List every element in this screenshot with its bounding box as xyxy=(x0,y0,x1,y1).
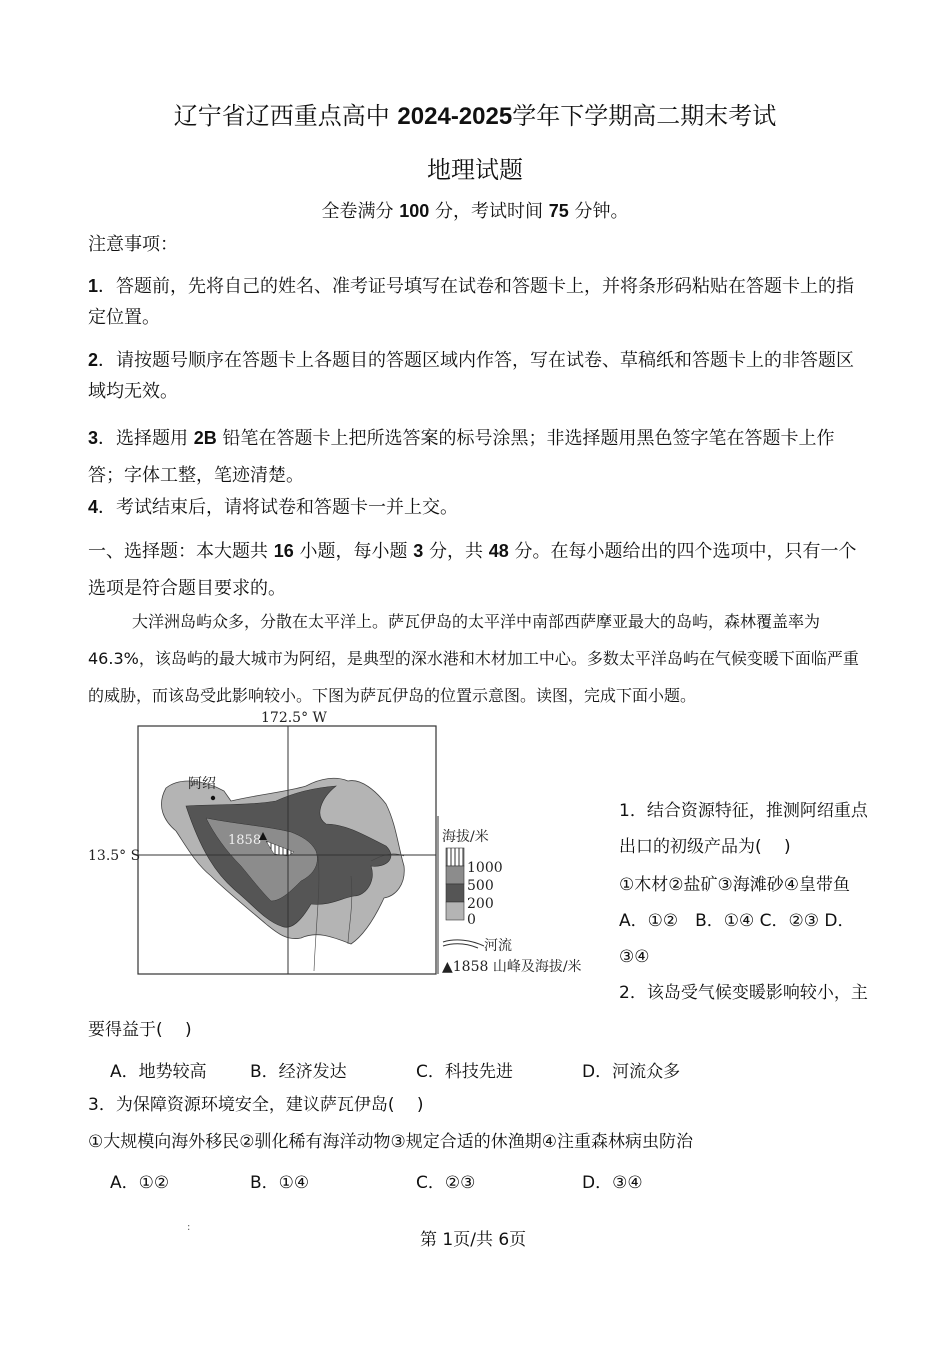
question-stem: 出口的初级产品为( ) xyxy=(619,837,791,857)
section-text: 小题，每小题 xyxy=(293,541,414,562)
notice-number: 1 xyxy=(88,276,99,296)
legend-river-label: 河流 xyxy=(484,938,512,954)
question-2-stem-line1: 2．该岛受气候变暖影响较小，主 xyxy=(619,983,868,1003)
title-year: 2024-2025 xyxy=(397,103,513,130)
legend-peak-label: ▲1858 山峰及海拔/米 xyxy=(442,959,582,975)
answer-option-d[interactable]: ③④ xyxy=(619,947,650,967)
section-text: 分。在每小题给出的四个选项中，只有一个选项是符合题目要求的。 xyxy=(88,541,857,599)
section-text: 分，共 xyxy=(423,541,489,562)
q3-option-b[interactable]: B．①④ xyxy=(250,1173,310,1193)
savaii-map xyxy=(86,706,616,981)
q3-option-a[interactable]: A．①② xyxy=(110,1173,170,1193)
peak-label: 1858 xyxy=(228,833,262,848)
title-school: 辽宁省辽西重点高中 xyxy=(173,102,398,130)
score-text: 分钟。 xyxy=(568,201,629,222)
notice-text: ．选择题用 xyxy=(98,428,194,449)
legend-swatch-0 xyxy=(446,902,464,920)
section-text: 一、选择题：本大题共 xyxy=(88,541,274,562)
city-label-asau: 阿绍 xyxy=(188,776,216,792)
legend-level: 0 xyxy=(467,912,476,928)
notice-item-4 xyxy=(88,492,868,523)
q2-option-d[interactable]: D．河流众多 xyxy=(582,1062,681,1082)
legend-title: 海拔/米 xyxy=(442,829,489,845)
question-count: 16 xyxy=(273,541,294,561)
question-3-choices: ①大规模向海外移民②驯化稀有海洋动物③规定合适的休渔期④注重森林病虫防治 xyxy=(88,1132,693,1152)
q2-option-c[interactable]: C．科技先进 xyxy=(416,1062,513,1082)
notice-item-3 xyxy=(88,420,868,494)
question-3-stem: 3．为保障资源环境安全，建议萨瓦伊岛( ) xyxy=(88,1095,424,1115)
legend-swatch-1000 xyxy=(446,848,464,866)
city-dot-icon xyxy=(211,796,215,800)
q3-option-c[interactable]: C．②③ xyxy=(416,1173,476,1193)
score-total: 100 xyxy=(399,201,430,221)
legend-level: 500 xyxy=(467,878,494,894)
notice-text: ．答题前，先将自己的姓名、准考证号填写在试卷和答题卡上，并将条形码粘贴在答题卡上的指定位置。 xyxy=(88,276,855,328)
exam-title xyxy=(0,96,950,131)
legend-level: 200 xyxy=(467,896,494,912)
savaii-map-figure xyxy=(86,706,616,981)
answer-options[interactable]: A．①② B．①④ C．②③ D． xyxy=(619,911,855,931)
pencil-type: 2B xyxy=(193,428,217,448)
score-info xyxy=(0,197,950,223)
title-term: 学年下学期高二期末考试 xyxy=(512,102,777,130)
latitude-label: 13.5° S xyxy=(88,848,141,864)
q3-option-d[interactable]: D．③④ xyxy=(582,1173,643,1193)
question-1 xyxy=(619,793,869,975)
notice-heading: 注意事项： xyxy=(88,234,178,255)
points-total: 48 xyxy=(488,541,509,561)
notice-text: ．考试结束后，请将试卷和答题卡一并上交。 xyxy=(98,497,459,518)
exam-subject: 地理试题 xyxy=(427,156,523,184)
question-stem: 1．结合资源特征，推测阿绍重点 xyxy=(619,801,868,821)
notice-number: 3 xyxy=(88,428,99,448)
notice-number: 2 xyxy=(88,350,99,370)
notice-text: 铅笔在答题卡上把所选答案的标号涂黑；非选择题用黑色签字笔在答题卡上作答；字体工整，笔迹清楚。 xyxy=(88,428,835,486)
section-heading xyxy=(88,533,868,607)
legend-level: 1000 xyxy=(467,860,503,876)
notice-item-2 xyxy=(88,345,868,407)
notice-item-1 xyxy=(88,271,868,333)
legend-swatch-200 xyxy=(446,884,464,902)
longitude-label: 172.5° W xyxy=(261,710,327,726)
q2-option-a[interactable]: A．地势较高 xyxy=(110,1062,207,1082)
score-text: 全卷满分 xyxy=(321,201,400,222)
page-number: 第 1页/共 6页 xyxy=(420,1230,527,1250)
footer-marker: : xyxy=(187,1222,191,1233)
notice-number: 4 xyxy=(88,497,99,517)
score-text: 分，考试时间 xyxy=(429,201,549,222)
river-legend-icon xyxy=(443,940,484,946)
legend-swatch-500 xyxy=(446,866,464,884)
reading-passage: 大洋洲岛屿众多，分散在太平洋上。萨瓦伊岛的太平洋中南部西萨摩亚最大的岛屿，森林覆盖率为46.3%，该岛屿的最大城市为阿绍，是典型的深水港和木材加工中心。多数太平洋岛屿在气候变暖下面临严重的威胁，而该岛受此影响较小。下图为萨瓦伊岛的位置示意图。读图，完成下面小题。 xyxy=(88,612,859,705)
question-2-stem-line2: 要得益于( ) xyxy=(88,1020,192,1040)
notice-text: ．请按题号顺序在答题卡上各题目的答题区域内作答，写在试卷、草稿纸和答题卡上的非答题区域均无效。 xyxy=(88,350,855,402)
question-choices-list: ①木材②盐矿③海滩砂④皇带鱼 xyxy=(619,875,850,895)
exam-time: 75 xyxy=(548,201,569,221)
points-each: 3 xyxy=(413,541,424,561)
q2-option-b[interactable]: B．经济发达 xyxy=(250,1062,347,1082)
